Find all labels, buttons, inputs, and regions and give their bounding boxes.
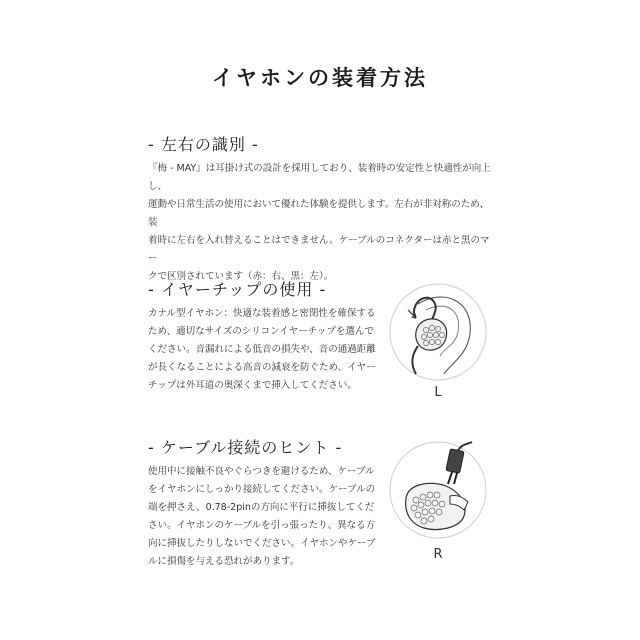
page-title: イヤホンの装着方法 bbox=[212, 66, 428, 90]
earphone-cable-connector-icon bbox=[388, 440, 488, 540]
section-heading-lr-identification: - 左右の識別 - bbox=[148, 135, 259, 154]
section-body-cable-connection: 使用中に接触不良やぐらつきを避けるため、ケーブル をイヤホンにしっかり接続してください。ケーブルの 端を押さえ、0.78-2pinの方向に平行に挿抜してくだ さい。イヤホンのケーブルを引っ張ったり、異なる方 向に挿抜したりしないでください。イヤホンやケーブ ルに損傷を与える恐れがあります。 bbox=[148, 466, 376, 567]
section-heading-eartip-usage: - イヤーチップの使用 - bbox=[148, 280, 327, 299]
left-side-label: L bbox=[434, 385, 442, 400]
ear-with-earphone-icon bbox=[388, 282, 488, 382]
section-heading-cable-connection: - ケーブル接続のヒント - bbox=[148, 438, 343, 457]
right-side-label: R bbox=[433, 547, 443, 562]
section-body-eartip-usage: カナル型イヤホン：快適な装着感と密閉性を確保する ため、適切なサイズのシリコンイヤーチップを選んで ください。音漏れによる低音の損失や、音の通過距離 が長くなることによる高音の減衰を防ぐため、イヤー チップは外耳道の奥深くまで挿入してください。 bbox=[148, 308, 376, 391]
section-body-lr-identification: 『梅 - MAY』は耳掛け式の設計を採用しており、装着時の安定性と快適性が向上し、 運動や日常生活の使用において優れた体験を提供します。左右が非対称のため、装 着時に左右を入れ替えることはできません。ケーブルのコネクターは赤と黒のマー クで区別されています（赤：右、黒：左）。 bbox=[148, 163, 491, 282]
